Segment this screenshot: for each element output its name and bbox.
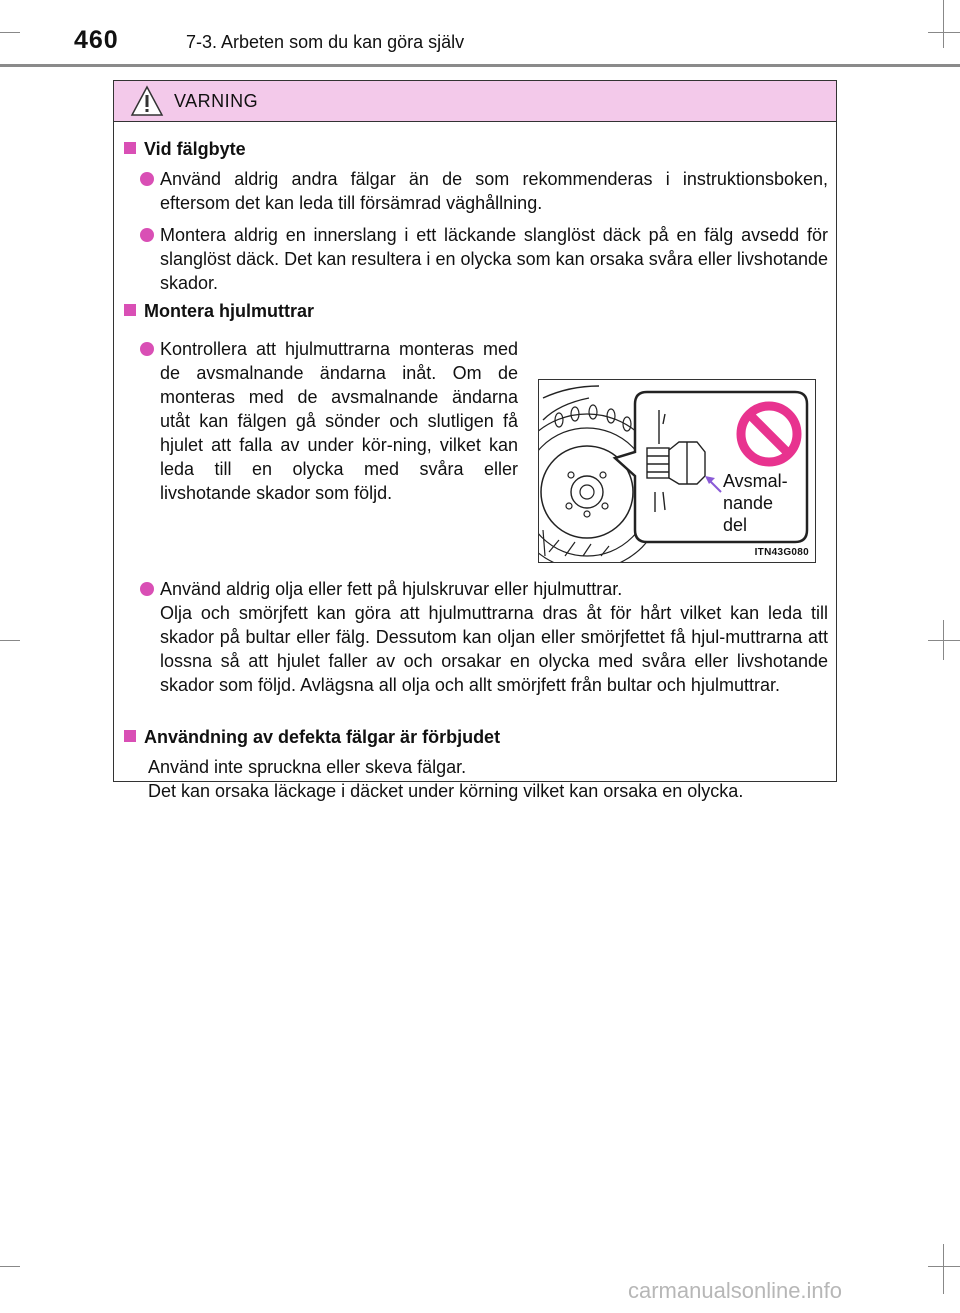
crop-mark bbox=[943, 1244, 944, 1294]
square-bullet-icon bbox=[124, 304, 136, 316]
wheel-nut-figure bbox=[538, 379, 816, 563]
watermark: carmanualsonline.info bbox=[628, 1278, 843, 1303]
crop-mark bbox=[0, 1266, 20, 1267]
square-bullet-icon bbox=[124, 142, 136, 154]
warning-box bbox=[113, 80, 837, 801]
list-item: Använd aldrig andra fälgar än de som rekommenderas i instruktionsboken, eftersom det kan leda till försämrad väghållning. bbox=[140, 167, 828, 215]
crop-mark bbox=[0, 32, 20, 33]
warning-triangle-icon bbox=[130, 85, 164, 117]
crop-mark bbox=[928, 1266, 960, 1267]
heading-montera-hjulmuttrar: Montera hjulmuttrar bbox=[124, 301, 314, 322]
page-number: 460 bbox=[74, 26, 119, 54]
prohibition-icon bbox=[735, 400, 803, 468]
heading-vid-falgbyte: Vid fälgbyte bbox=[124, 139, 246, 160]
square-bullet-icon bbox=[124, 730, 136, 742]
figure-code: ITN43G080 bbox=[754, 547, 809, 558]
warning-label: VARNING bbox=[174, 91, 259, 111]
warning-header bbox=[114, 81, 836, 122]
circle-bullet-icon bbox=[140, 228, 154, 242]
circle-bullet-icon bbox=[140, 172, 154, 186]
circle-bullet-icon bbox=[140, 582, 154, 596]
list-item: Montera aldrig en innerslang i ett läckande slanglöst däck på en fälg avsedd för slanglöst däck. Det kan resultera i en olycka som kan orsaka svåra eller livshotande skador. bbox=[140, 223, 828, 295]
crop-mark bbox=[0, 640, 20, 641]
list-item: Kontrollera att hjulmuttrarna monteras med de avsmalnande ändarna inåt. Om de monteras med de avsmalnande ändarna utåt kan fälgen gå sönder och slutligen få hjulet att falla av under kör-ning, vilket kan leda till en olycka med svåra eller livshotande skador som följd. bbox=[140, 337, 518, 505]
figure-callout-label: Avsmal- nande del bbox=[723, 471, 788, 535]
crop-mark bbox=[943, 0, 944, 48]
section-title: 7-3. Arbeten som du kan göra själv bbox=[186, 32, 465, 52]
heading-defekta-falgar: Användning av defekta fälgar är förbjudet bbox=[124, 727, 500, 748]
crop-mark bbox=[928, 640, 960, 641]
paragraph: Använd inte spruckna eller skeva fälgar. Det kan orsaka läckage i däcket under körning vilket kan orsaka en olycka. bbox=[148, 757, 744, 801]
list-item: Använd aldrig olja eller fett på hjulskruvar eller hjulmuttrar. Olja och smörjfett kan göra att hjulmuttrarna dras åt för hårt vilket kan leda till skador på bultar eller fälg. Dessutom kan oljan eller smörjfettet få hjul-muttrarna att lossna så att hjulet faller av och orsakar en olycka med svåra eller livshotande skador som följd. Avlägsna all olja och allt smörjfett från bultar och hjulmuttrar. bbox=[140, 577, 828, 697]
header-divider bbox=[0, 64, 960, 67]
crop-mark bbox=[928, 32, 960, 33]
circle-bullet-icon bbox=[140, 342, 154, 356]
